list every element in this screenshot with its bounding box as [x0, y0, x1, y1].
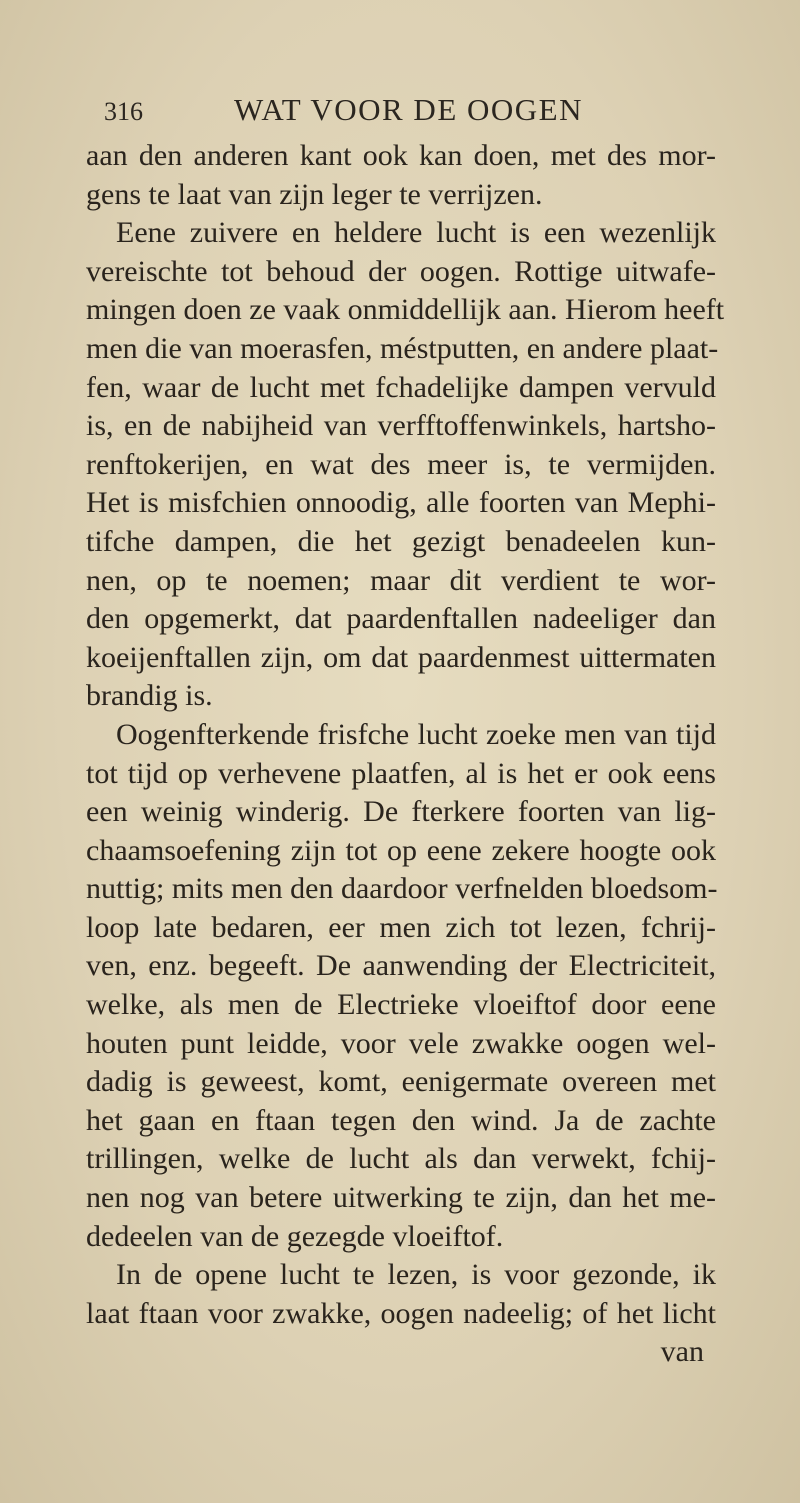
text-line: men die van moerasfen, méstputten, en andere plaat- — [86, 331, 719, 365]
text-line: trillingen, welke de lucht als dan verwekt, fchij- — [86, 1142, 716, 1176]
text-line: chaamsoefening zijn tot op eene zekere hoogte ook — [86, 833, 716, 867]
page-number: 316 — [104, 97, 143, 126]
text-line: ven, enz. begeeft. De aanwending der Electriciteit, — [86, 949, 716, 983]
text-line: Eene zuivere en heldere lucht is een wezenlijk — [116, 216, 716, 250]
text-line: dedeelen van de gezegde vloeiftof. — [86, 1219, 504, 1253]
text-line: koeijenftallen zijn, om dat paardenmest uittermaten — [86, 640, 716, 674]
text-line: nen nog van betere uitwerking te zijn, dan het me- — [86, 1181, 716, 1215]
text-line: is, en de nabijheid van verfftoffenwinkels, hartsho- — [86, 409, 716, 443]
text-line: houten punt leidde, voor vele zwakke oogen wel- — [86, 1026, 716, 1060]
text-line: loop late bedaren, eer men zich tot lezen, fchrij- — [86, 910, 716, 944]
text-line: laat ftaan voor zwakke, oogen nadeelig; of het licht — [86, 1296, 716, 1330]
text-line: nen, op te noemen; maar dit verdient te wor- — [86, 563, 716, 597]
text-line: Het is misfchien onnoodig, alle foorten van Mephi- — [86, 486, 716, 520]
body-text — [86, 137, 725, 1372]
text-line: mingen doen ze vaak onmiddellijk aan. Hierom heeft — [86, 293, 725, 327]
text-line: fen, waar de lucht met fchadelijke dampen vervuld — [86, 370, 716, 404]
text-line: welke, als men de Electrieke vloeiftof door eene — [86, 988, 716, 1022]
text-line: een weinig winderig. De fterkere foorten van lig- — [86, 795, 716, 829]
text-line: tifche dampen, die het gezigt benadeelen kun- — [86, 524, 716, 558]
running-title: WAT VOOR DE OOGEN — [234, 92, 583, 127]
text-line: Oogenfterkende frisfche lucht zoeke men van tijd — [116, 717, 716, 751]
text-line: In de opene lucht te lezen, is voor gezonde, ik — [116, 1258, 716, 1292]
text-line: brandig is. — [86, 679, 213, 713]
text-line: gens te laat van zijn leger te verrijzen. — [86, 177, 543, 211]
text-line: nuttig; mits men den daardoor verfnelden bloedsom- — [86, 872, 718, 906]
catchword: van — [660, 1335, 704, 1369]
text-line: tot tijd op verhevene plaatfen, al is het er ook eens — [86, 756, 716, 790]
running-head — [104, 92, 583, 132]
text-line: aan den anderen kant ook kan doen, met des mor- — [86, 139, 716, 172]
text-line: renftokerijen, en wat des meer is, te vermijden. — [86, 447, 716, 481]
text-line: het gaan en ftaan tegen den wind. Ja de zachte — [86, 1103, 716, 1137]
text-line: vereischte tot behoud der oogen. Rottige uitwafe- — [86, 254, 716, 288]
text-line: den opgemerkt, dat paardenftallen nadeeliger dan — [86, 602, 716, 636]
text-line: dadig is geweest, komt, eenigermate overeen met — [86, 1065, 716, 1099]
